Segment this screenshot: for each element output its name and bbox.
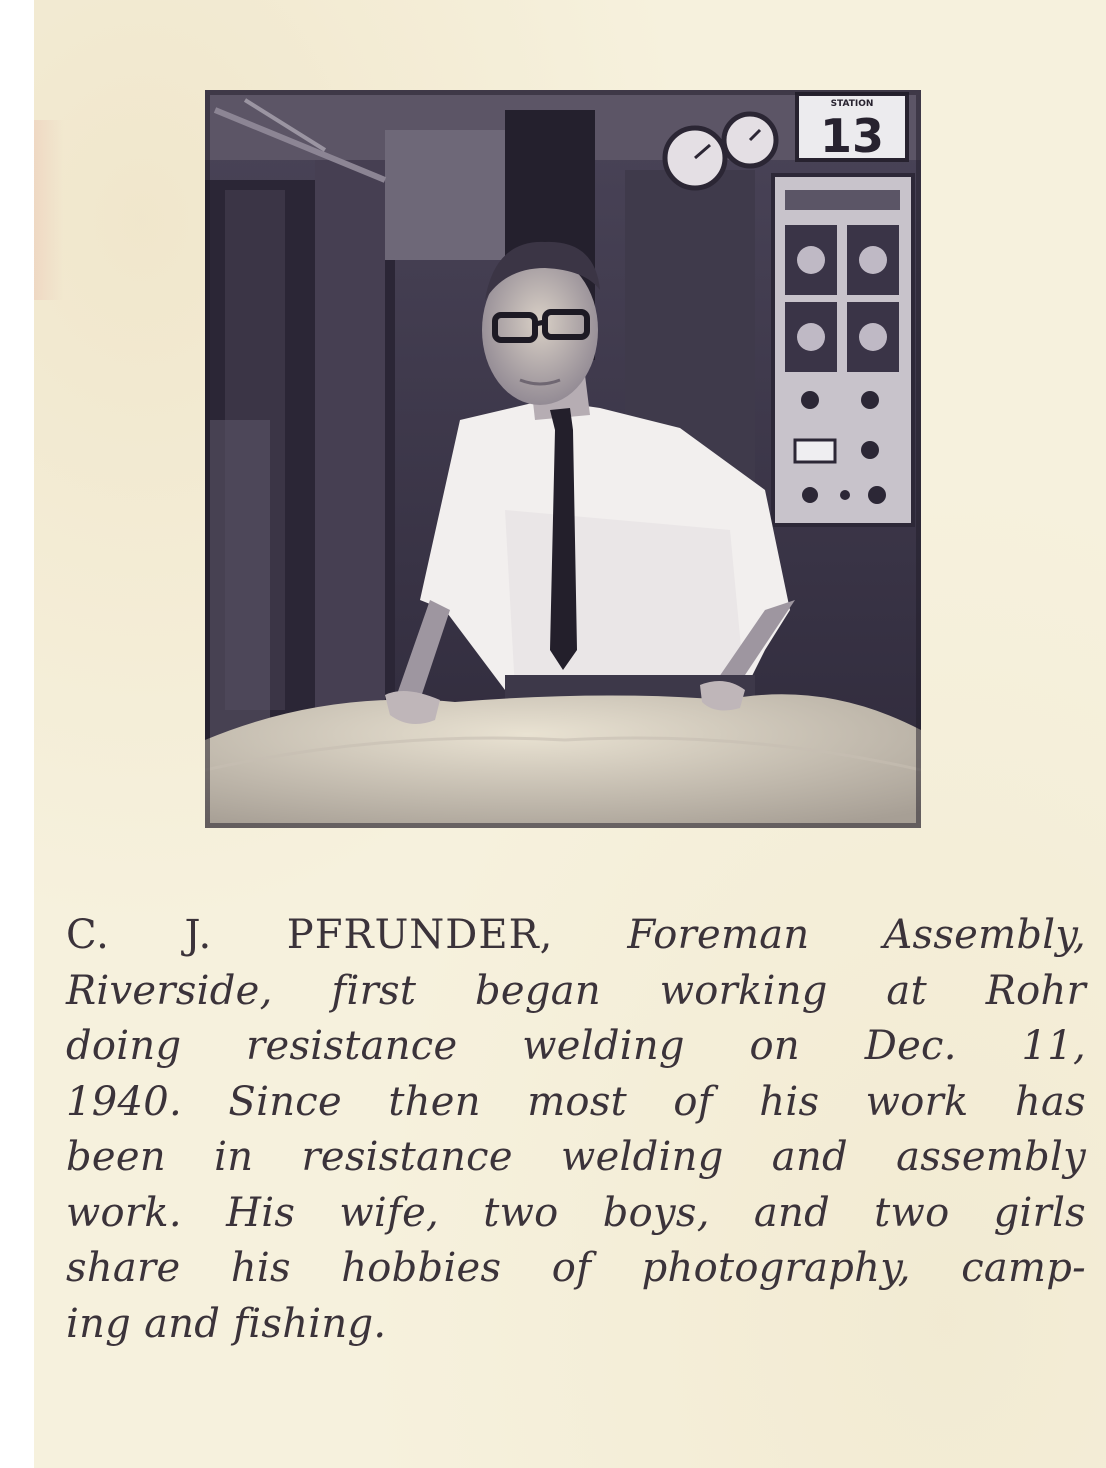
fabric-sheet xyxy=(205,694,921,828)
caption-line-6: work. His wife, two boys, and two girls xyxy=(66,1189,1086,1236)
photo-caption xyxy=(66,908,1086,1352)
caption-line-2: Riverside, first began working at Rohr xyxy=(66,967,1086,1014)
caption-line-1 xyxy=(66,908,1086,964)
caption-line-7: share his hobbies of photography, camp- xyxy=(66,1245,1086,1291)
portrait-photo xyxy=(205,90,921,828)
station-sign-label: STATION xyxy=(830,99,874,109)
caption-line-3: doing resistance welding on Dec. 11, xyxy=(66,1023,1086,1069)
caption-line-4: 1940. Since then most of his work has xyxy=(66,1078,1086,1125)
paper-stain xyxy=(34,120,64,300)
station-sign xyxy=(797,94,907,163)
caption-line-5: been in resistance welding and assembly xyxy=(66,1134,1086,1180)
person-title: Foreman Assembly, xyxy=(553,912,1086,958)
person-name: C. J. PFRUNDER, xyxy=(66,912,554,958)
caption-line-8: ing and fishing. xyxy=(66,1300,387,1347)
station-number: 13 xyxy=(819,109,885,163)
control-panel xyxy=(773,175,913,525)
